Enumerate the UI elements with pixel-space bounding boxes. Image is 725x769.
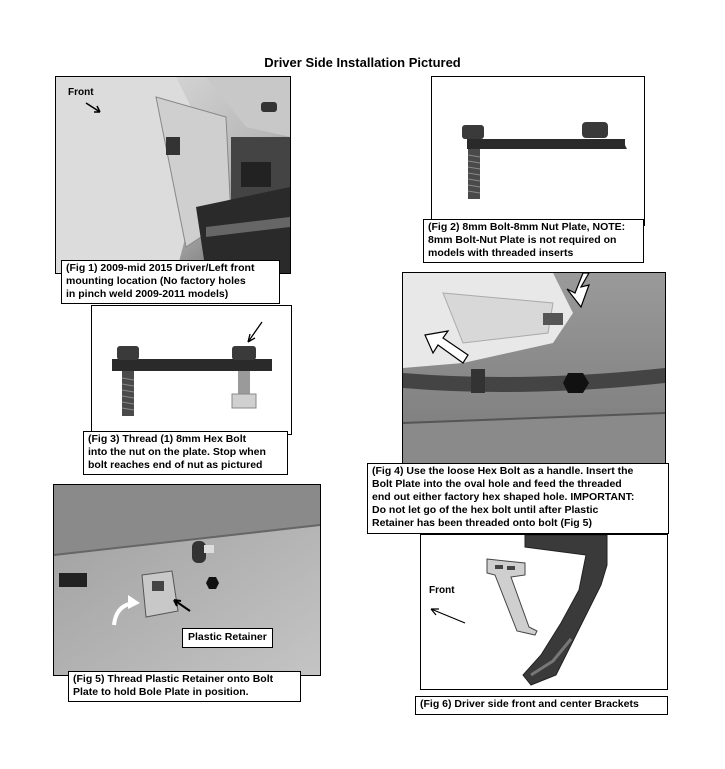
fig5-photo xyxy=(53,484,321,676)
fig5-caption xyxy=(68,671,301,702)
fig3-photo xyxy=(91,305,292,435)
fig2-caption xyxy=(423,219,644,263)
fig1-caption xyxy=(61,260,280,304)
fig3-caption-text: (Fig 3) Thread (1) 8mm Hex Bolt into the nut on the plate. Stop when bolt reaches end of nut as pictured xyxy=(88,433,266,471)
arrow-icon xyxy=(84,101,104,115)
fig6-caption-text: (Fig 6) Driver side front and center Brackets xyxy=(420,698,639,710)
fig6-caption xyxy=(415,696,668,715)
fig1-front-label: Front xyxy=(68,87,94,98)
arrow-icon xyxy=(427,605,467,627)
arrow-icon xyxy=(170,597,192,613)
fig1-photo xyxy=(55,76,291,274)
arrow-icon xyxy=(242,320,266,346)
fig4-caption-text: (Fig 4) Use the loose Hex Bolt as a handle. Insert the Bolt Plate into the oval hole and feed the threaded end out either factory hex shaped hole. IMPORTANT: Do not let go of the hex bolt until after Plastic Retainer has been threaded onto bolt (Fig 5) xyxy=(372,465,635,529)
page-title: Driver Side Installation Pictured xyxy=(264,55,461,70)
fig5-caption-text: (Fig 5) Thread Plastic Retainer onto Bolt Plate to hold Bole Plate in position. xyxy=(73,673,274,698)
fig4-caption xyxy=(367,463,669,534)
fig3-caption xyxy=(83,431,288,475)
fig4-photo xyxy=(402,272,666,466)
fig2-photo xyxy=(431,76,645,226)
fig6-photo xyxy=(420,534,668,690)
fig6-front-label: Front xyxy=(429,585,455,596)
fig5-retainer-label: Plastic Retainer xyxy=(182,628,273,648)
fig2-caption-text: (Fig 2) 8mm Bolt-8mm Nut Plate, NOTE: 8mm Bolt-Nut Plate is not required on models with threaded inserts xyxy=(428,221,626,259)
fig1-caption-text: (Fig 1) 2009-mid 2015 Driver/Left front mounting location (No factory holes in pinch weld 2009-2011 models) xyxy=(66,262,255,300)
